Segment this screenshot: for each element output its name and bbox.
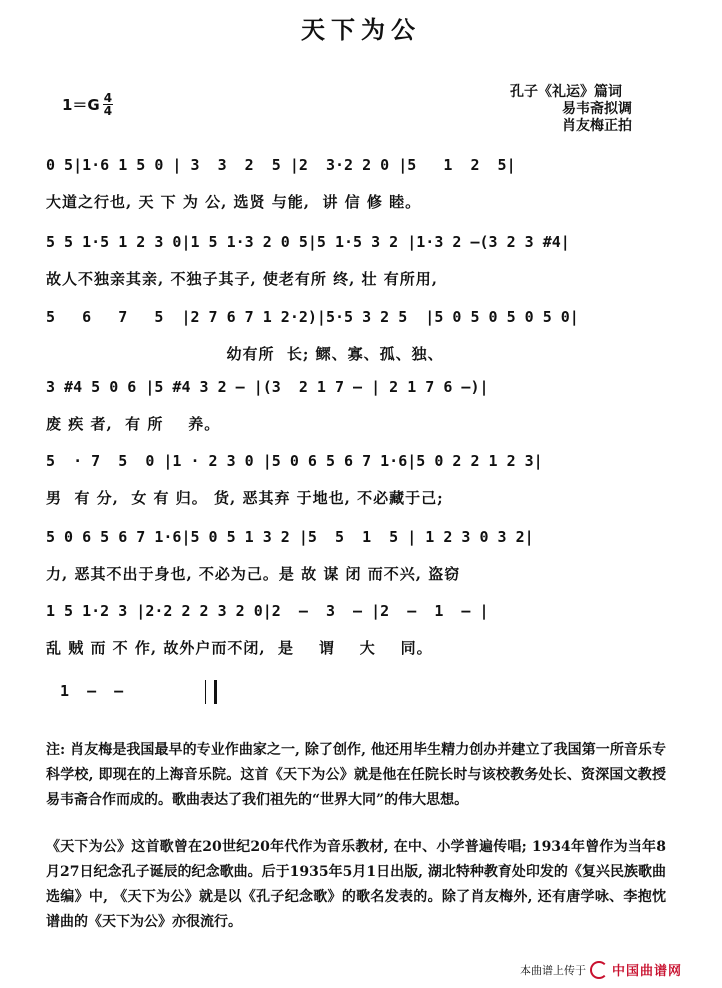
key-label: 1＝G [62,96,100,114]
notation-line-5: 5 · 7 5 0 |1 · 2 3 0 |5 0 6 5 6 7 1·6|5 0 2 2 1 2 3| [46,452,543,470]
notation-line-7: 1 5 1·2 3 |2·2 2 2 3 2 0|2 — 3 — |2 — 1 — | [46,602,489,620]
key-signature [62,92,113,117]
lyrics-line-1: 大道之行也, 天 下 为 公, 选贤 与能, 讲 信 修 睦。 [46,193,422,211]
upload-footer [520,960,682,979]
site-logo-icon [590,961,608,979]
credit-arranger: 肖友梅正拍 [562,118,632,134]
commentary-paragraph-2: 《天下为公》这首歌曾在20世纪20年代作为音乐教材, 在中、小学普遍传唱; 1934年曾作为当年8月27日纪念孔子诞辰的纪念歌曲。后于1935年5月1日出版, 湖北特种教育处印发的《复兴民族歌曲选编》中, 《天下为公》就是以《孔子纪念歌》的歌名发表的。除了肖友梅外, 还有唐学咏、李抱忱谱曲的《天下为公》亦很流行。 [46,839,666,930]
footer-text: 本曲谱上传于 [520,963,586,977]
commentary-paragraph-1: 注: 肖友梅是我国最早的专业作曲家之一, 除了创作, 他还用毕生精力创办并建立了我国第一所音乐专科学校, 即现在的上海音乐院。这首《天下为公》就是他在任院长时与该校教务处长、资深国文教授易韦斋合作而成的。歌曲表达了我们祖先的“世界大同”的伟大思想。 [46,742,666,808]
lyrics-line-5: 男 有 分, 女 有 归。 货, 恶其弃 于地也, 不必藏于己; [46,489,444,507]
final-barline [205,680,217,704]
lyrics-line-2: 故人不独亲其亲, 不独子其子, 使老有所 终, 壮 有所用, [46,270,439,288]
credit-composer: 易韦斋拟调 [562,101,632,117]
commentary-1 [46,738,666,813]
notation-line-4: 3 #4 5 0 6 |5 #4 3 2 — |(3 2 1 7 — | 2 1 7 6 —)| [46,378,489,396]
commentary-2 [46,835,666,935]
lyrics-line-4: 废 疾 者, 有 所 养。 [46,415,221,433]
notation-line-3: 5 6 7 5 |2 7 6 7 1 2·2)|5·5 3 2 5 |5 0 5 0 5 0 5 0| [46,308,579,326]
song-title: 天下为公 [301,15,421,44]
lyrics-line-7: 乱 贼 而 不 作, 故外户而不闭, 是 谓 大 同。 [46,639,433,657]
credit-lyrics: 孔子《礼运》篇词 [510,84,622,100]
notation-line-1: 0 5|1·6 1 5 0 | 3 3 2 5 |2 3·2 2 0 |5 1 2 5| [46,156,516,174]
site-logo: 中国曲谱网 [612,964,683,979]
time-denominator: 4 [103,104,113,118]
credits [510,84,632,135]
notation-line-6: 5 0 6 5 6 7 1·6|5 0 5 1 3 2 |5 5 1 5 | 1 2 3 0 3 2| [46,528,534,546]
notation-line-2: 5 5 1·5 1 2 3 0|1 5 1·3 2 0 5|5 1·5 3 2 |1·3 2 —(3 2 3 #4| [46,233,570,251]
time-signature [103,92,113,117]
ending-notes: 1 — — [60,682,124,700]
lyrics-line-3: 幼有所 长; 鳏、寡、孤、独、 [46,345,444,363]
time-numerator: 4 [103,91,113,105]
lyrics-line-6: 力, 恶其不出于身也, 不必为己。是 故 谋 闭 而不兴, 盗窃 [46,565,461,583]
